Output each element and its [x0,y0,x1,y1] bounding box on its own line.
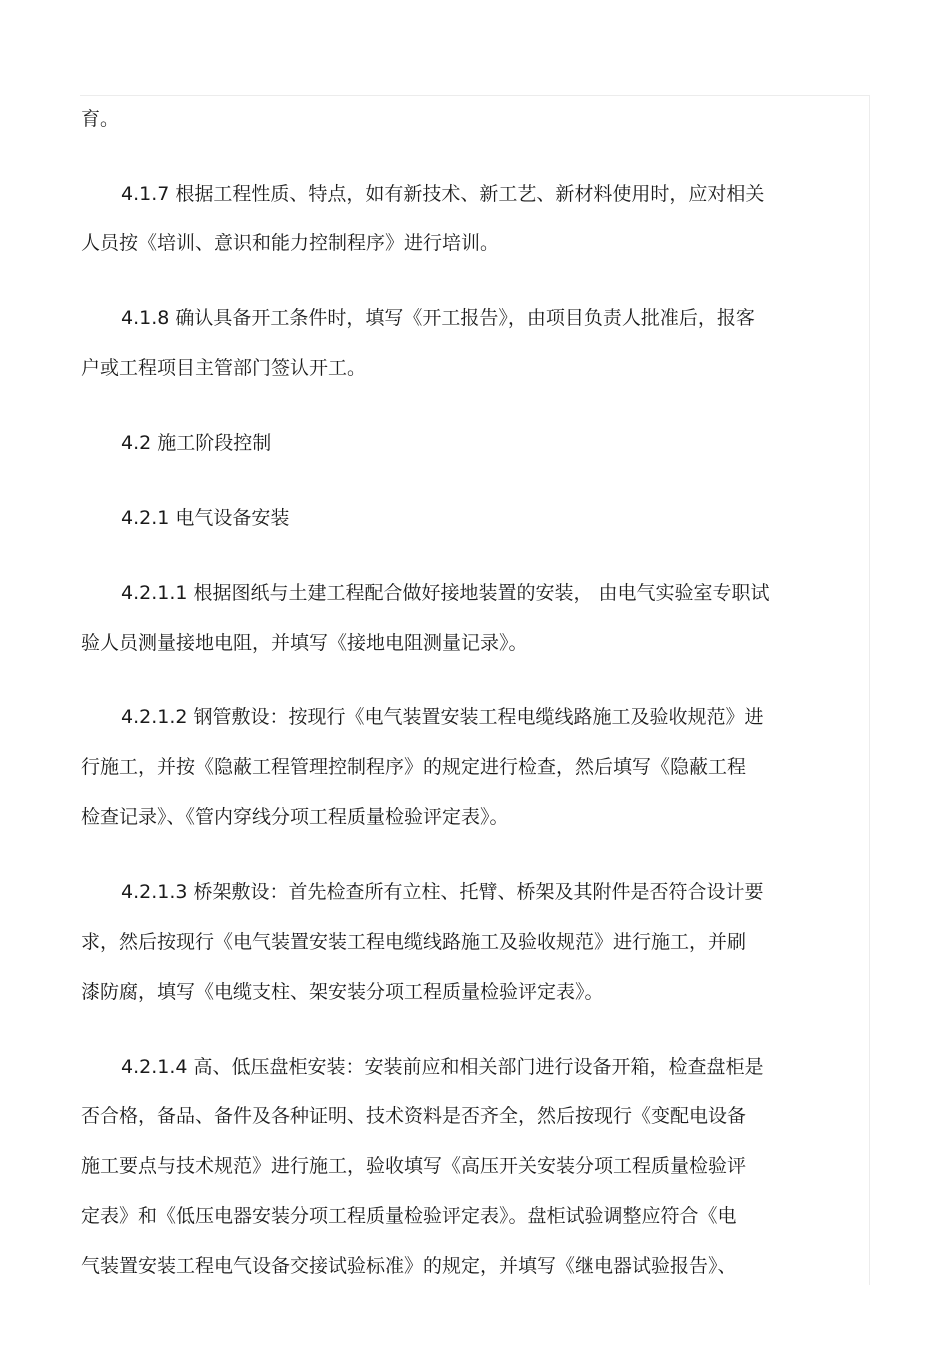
section-4-1-8-line: 4.1.8 确认具备开工条件时，填写《开工报告》，由项目负责人批准后，报客 [121,307,755,329]
text-line: 否合格，备品、备件及各种证明、技术资料是否齐全，然后按现行《变配电设备 [81,1105,747,1127]
text-line: 施工要点与技术规范》进行施工，验收填写《高压开关安装分项工程质量检验评 [81,1155,747,1177]
section-4-2-1-1-line: 4.2.1.1 根据图纸与土建工程配合做好接地装置的安装， 由电气实验室专职试 [121,582,770,604]
text-line: 气装置安装工程电气设备交接试验标准》的规定，并填写《继电器试验报告》、 [81,1255,737,1277]
section-4-2-1-heading: 4.2.1 电气设备安装 [121,507,290,529]
text-line: 定表》和《低压电器安装分项工程质量检验评定表》。盘柜试验调整应符合《电 [81,1205,737,1227]
text-line: 求，然后按现行《电气装置安装工程电缆线路施工及验收规范》进行施工，并刷 [81,931,747,953]
text-line: 行施工，并按《隐蔽工程管理控制程序》的规定进行检查，然后填写《隐蔽工程 [81,756,747,778]
section-4-2-1-4-line: 4.2.1.4 高、低压盘柜安装：安装前应和相关部门进行设备开箱，检查盘柜是 [121,1056,764,1078]
text-line: 户或工程项目主管部门签认开工。 [81,357,367,379]
text-line: 检查记录》、《管内穿线分项工程质量检验评定表》。 [81,806,509,828]
section-4-2-1-2-line: 4.2.1.2 钢管敷设：按现行《电气装置安装工程电缆线路施工及验收规范》进 [121,706,764,728]
section-4-2-heading: 4.2 施工阶段控制 [121,432,272,454]
text-line: 验人员测量接地电阻，并填写《接地电阻测量记录》。 [81,632,528,654]
text-line: 人员按《培训、意识和能力控制程序》进行培训。 [81,232,500,254]
section-4-1-7-line: 4.1.7 根据工程性质、特点，如有新技术、新工艺、新材料使用时，应对相关 [121,183,765,205]
text-line: 漆防腐，填写《电缆支柱、架安装分项工程质量检验评定表》。 [81,981,604,1003]
text-line: 育。 [81,108,120,130]
section-4-2-1-3-line: 4.2.1.3 桥架敷设：首先检查所有立柱、托臂、桥架及其附件是否符合设计要 [121,881,764,903]
